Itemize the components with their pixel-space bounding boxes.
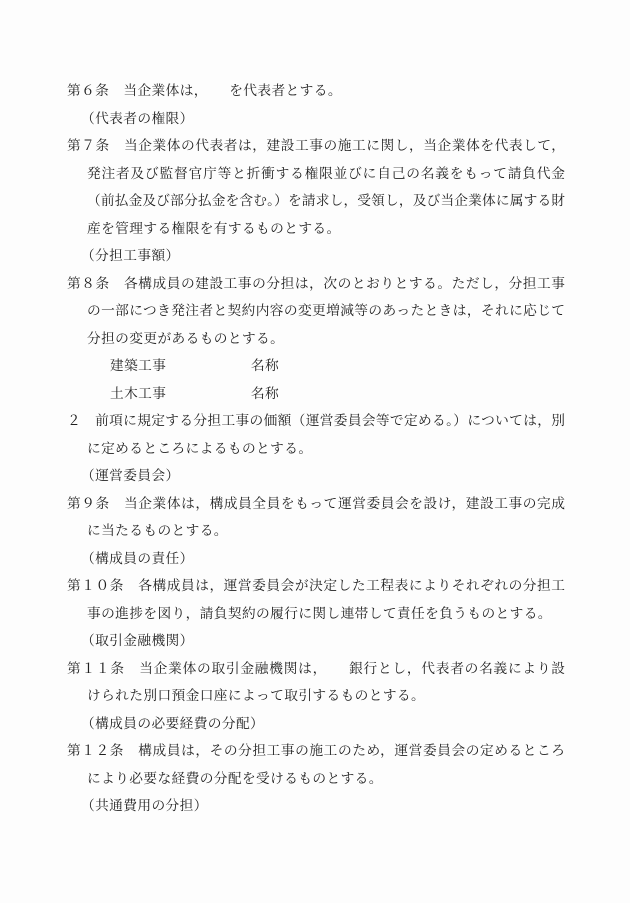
document-line: により必要な経費の分配を受けるものとする。 [87,770,383,786]
document-line-list-item: 建築工事 名称 [110,358,280,373]
document-line: 産を管理する権限を有するものとする。 [87,220,341,236]
document-line-heading: （運営委員会） [81,468,180,483]
document-line: の一部につき発注者と契約内容の変更増減等のあったときは，それに応じて [87,303,565,318]
document-line-heading: （構成員の必要経費の分配） [81,715,265,731]
document-line-article-10: 第１０条 各構成員は，運営委員会が決定した工程表によりそれぞれの分担工 [67,578,565,593]
document-line-heading: （取引金融機関） [81,633,194,648]
document-line: に定めるところによるものとする。 [87,440,313,456]
document-line-article-12: 第１２条 構成員は，その分担工事の施工のため，運営委員会の定めるところ [67,743,565,758]
document-line: に当たるものとする。 [87,523,228,538]
document-line-article-7: 第７条 当企業体の代表者は，建設工事の施工に関し，当企業体を代表して， [67,138,565,153]
document-line-heading: （分担工事額） [81,248,180,263]
document-line-list-item: 土木工事 名称 [110,385,280,401]
document-line-article-9: 第９条 当企業体は，構成員全員をもって運営委員会を設け，建設工事の完成 [67,495,565,511]
document-line-heading: （代表者の権限） [81,110,194,126]
document-line: 分担の変更があるものとする。 [87,330,285,346]
document-line-article-6: 第６条 当企業体は， を代表者とする。 [67,83,342,98]
document-line-paragraph-2: ２ 前項に規定する分担工事の価額（運営委員会等で定める。）については，別 [67,413,565,428]
document-line-article-11: 第１１条 当企業体の取引金融機関は， 銀行とし，代表者の名義により設 [67,660,565,676]
document-line: 発注者及び監督官庁等と折衝する権限並びに自己の名義をもって請負代金 [87,165,565,181]
document-line: （前払金及び部分払金を含む。）を請求し，受領し，及び当企業体に属する財 [87,193,565,208]
document-line-heading: （共通費用の分担） [81,798,208,813]
document-line: 事の進捗を図り，請負契約の履行に関し連帯して責任を負うものとする。 [87,605,552,621]
document-line-heading: （構成員の責任） [81,550,194,566]
document-line-article-8: 第８条 各構成員の建設工事の分担は，次のとおりとする。ただし，分担工事 [67,275,565,291]
document-line: けられた別口預金口座によって取引するものとする。 [87,688,426,703]
